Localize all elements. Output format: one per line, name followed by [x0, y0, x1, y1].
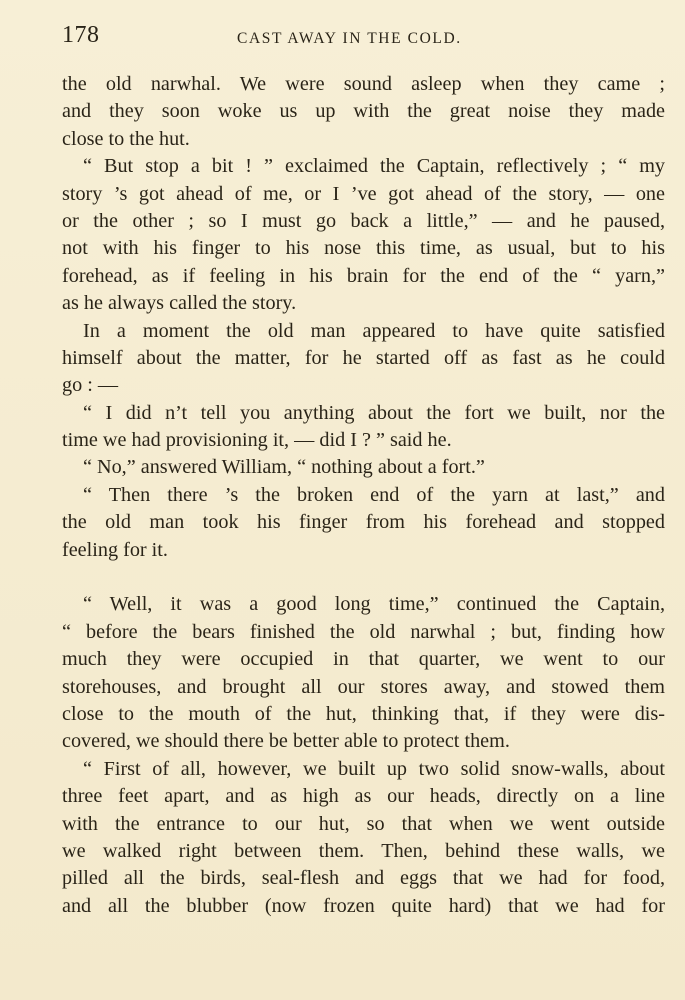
text-line: “ before the bears finished the old narwhal ; but, finding how	[62, 620, 665, 643]
text-line: not with his finger to his nose this time, as usual, but to his	[62, 237, 665, 260]
text-line: covered, we should there be better able to protect them.	[62, 730, 510, 753]
text-line: story ’s got ahead of me, or I ’ve got ahead of the story, — one	[62, 182, 665, 205]
text-line: as he always called the story.	[62, 292, 297, 315]
text-line: “ First of all, however, we built up two solid snow-walls, about	[83, 757, 665, 780]
text-line: storehouses, and brought all our stores away, and stowed them	[62, 675, 665, 698]
text-line: the old narwhal. We were sound asleep when they came ;	[62, 73, 665, 95]
text-line: “ Then there ’s the broken end of the yarn at last,” and	[83, 483, 665, 506]
text-line: close to the hut.	[62, 127, 190, 150]
text-line: three feet apart, and as high as our heads, directly on a line	[62, 785, 665, 808]
text-line: himself about the matter, for he started off as fast as he could	[62, 346, 665, 369]
text-line: “ No,” answered William, “ nothing about a fort.”	[83, 456, 485, 479]
paragraph-break	[62, 564, 665, 591]
text-line: pilled all the birds, seal-flesh and eggs that we had for food,	[62, 867, 665, 890]
text-line: go : —	[62, 374, 119, 397]
text-line: close to the mouth of the hut, thinking that, if they were dis-	[62, 702, 665, 725]
text-line: “ I did n’t tell you anything about the fort we built, nor the	[83, 401, 665, 424]
text-line: we walked right between them. Then, behind these walls, we	[62, 839, 665, 862]
body-text	[62, 71, 665, 920]
page-number: 178	[62, 22, 100, 48]
text-line: time we had provisioning it, — did I ? ” said he.	[62, 429, 452, 452]
text-line: “ Well, it was a good long time,” continued the Captain,	[83, 593, 665, 616]
text-line: In a moment the old man appeared to have quite satisfied	[83, 319, 665, 342]
text-line: much they were occupied in that quarter, we went to our	[62, 648, 665, 671]
page-header	[62, 22, 662, 56]
text-line: “ But stop a bit ! ” exclaimed the Captain, reflectively ; “ my	[83, 155, 665, 178]
running-head: CAST AWAY IN THE COLD.	[237, 30, 462, 47]
text-line: or the other ; so I must go back a little,” — and he paused,	[62, 209, 665, 232]
text-line: and they soon woke us up with the great noise they made	[62, 100, 665, 123]
text-line: the old man took his finger from his forehead and stopped	[62, 511, 665, 534]
text-line: feeling for it.	[62, 538, 168, 561]
text-line: with the entrance to our hut, so that when we went outside	[62, 812, 665, 835]
text-line: forehead, as if feeling in his brain for the end of the “ yarn,”	[62, 264, 665, 287]
text-line: and all the blubber (now frozen quite hard) that we had for	[62, 894, 665, 917]
